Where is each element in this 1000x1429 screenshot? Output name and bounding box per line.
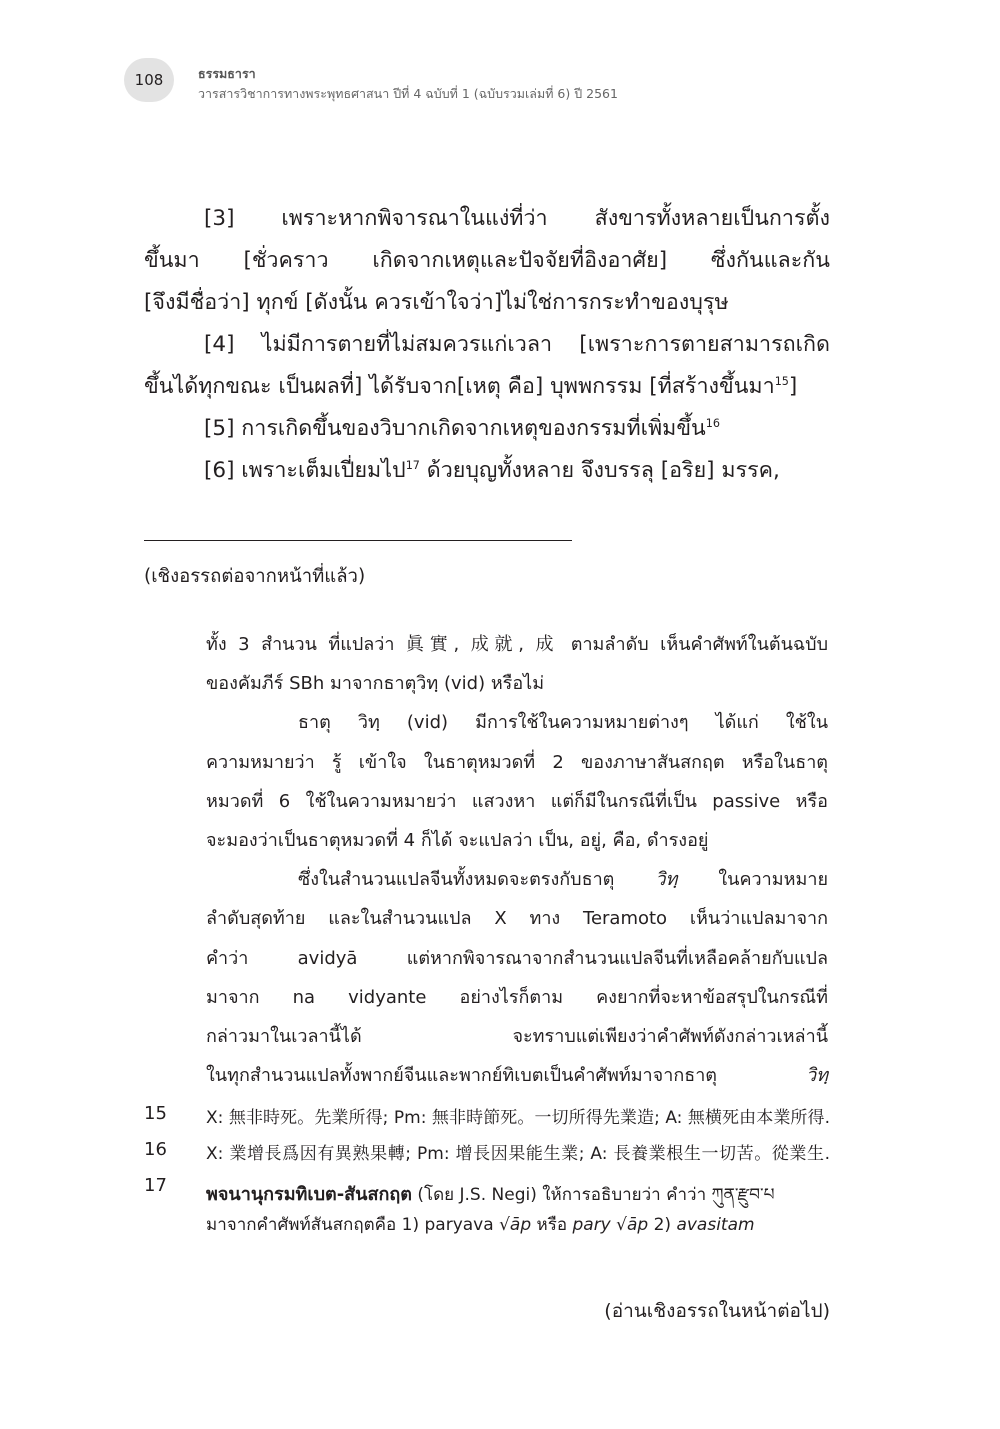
continued-footnote-line: ของคัมภีร์ SBh มาจากธาตุวิทฺ (vid) หรือไม่ [206, 673, 545, 695]
footnote-ref-15[interactable]: 15 [774, 374, 789, 388]
continued-footnote-line: จะมองว่าเป็นธาตุหมวดที่ 4 ก็ได้ จะแปลว่า เป็น, อยู่, คือ, ดำรงอยู่ [206, 829, 709, 851]
footnote-number: 15 [144, 1103, 167, 1124]
continued-footnote-text: ในทุกสำนวนแปลทั้งพากย์จีนและพากย์ทิเบตเป็นคำศัพท์มาจากธาตุ [206, 1065, 807, 1087]
paragraph-4-line-1: [4] ไม่มีการตายที่ไม่สมควรแก่เวลา [เพราะการตายสามารถเกิด [204, 332, 830, 357]
footnote-text: X: 無非時死。先業所得; Pm: 無非時節死。一切所得先業造; A: 無横死由本業所得. [206, 1108, 830, 1128]
continued-footnote-line [206, 1067, 828, 1106]
continued-footnote-text: ในความหมาย [677, 869, 828, 891]
journal-name: ธรรมธารา [198, 66, 256, 81]
paragraph-3-line-1: [3] เพราะหากพิจารณาในแง่ที่ว่า สังขารทั้งหลายเป็นการตั้ง [204, 206, 830, 231]
footnote-text-line-2 [206, 1211, 755, 1238]
continued-footnote-italic: วิทฺ [806, 1065, 828, 1087]
main-text [144, 208, 830, 502]
continued-footnote-line [206, 871, 828, 910]
paragraph-6-text-b: ด้วยบุญทั้งหลาย จึงบรรลุ [อริย] มรรค, [419, 458, 780, 483]
continued-footnote-line: หมวดที่ 6 ใช้ในความหมายว่า แสวงหา แต่ก็มีในกรณีที่เป็น passive หรือ [206, 790, 828, 812]
footnote-italic: avasitam [676, 1215, 755, 1235]
paragraph-5 [144, 418, 830, 460]
footnote-number: 17 [144, 1175, 167, 1196]
footnote-text: หรือ [531, 1215, 573, 1235]
continued-footnote-text: ซึ่งในสำนวนแปลจีนทั้งหมดจะตรงกับธาตุ [298, 869, 656, 891]
footnote-text: 2) [648, 1215, 677, 1235]
dictionary-title: พจนานุกรมทิเบต-สันสกฤต [206, 1184, 412, 1205]
tibetan-term: ཀུན་རྫུབ་པ [711, 1185, 775, 1205]
continued-footnote [206, 636, 828, 1106]
footnote-italic: pary √āp [572, 1215, 649, 1235]
paragraph-6 [144, 460, 830, 502]
continued-footnote-line: คำว่า avidyā แต่หากพิจารณาจากสำนวนแปลจีนที่เหลือคล้ายกับแปล [206, 947, 828, 969]
paragraph-4-line-2-text: ขึ้นได้ทุกขณะ เป็นผลที่] ได้รับจาก[เหตุ คือ] บุพพกรรม [ที่สร้างขึ้นมา [144, 374, 775, 399]
continued-footnote-italic: วิทฺ [655, 869, 678, 891]
footnote-ref-16[interactable]: 16 [705, 416, 720, 430]
continued-footnote-line: กล่าวมาในเวลานี้ได้ จะทราบแต่เพียงว่าคำศัพท์ดังกล่าวเหล่านี้ [206, 1025, 828, 1047]
continued-next-page-note: (อ่านเชิงอรรถในหน้าต่อไป) [604, 1300, 830, 1322]
footnote-divider [144, 540, 572, 541]
paragraph-6-text-a: [6] เพราะเต็มเปี่ยมไป [204, 458, 406, 483]
footnote-italic: √āp [499, 1215, 532, 1235]
paragraph-3-line-3: [จึงมีชื่อว่า] ทุกข์ [ดังนั้น ควรเข้าใจว่า]ไม่ใช่การกระทำของบุรุษ [144, 290, 729, 315]
page-number: 108 [124, 58, 174, 102]
footnote-text-a: (โดย J.S. Negi) ให้การอธิบายว่า คำว่า [411, 1185, 712, 1205]
continued-footnote-line: ทั้ง 3 สำนวน ที่แปลว่า 眞實, 成就, 成 ตามลำดับ เห็นคำศัพท์ในต้นฉบับ [206, 634, 828, 655]
paragraph-5-text: [5] การเกิดขึ้นของวิบากเกิดจากเหตุของกรรมที่เพิ่มขึ้น [204, 416, 706, 441]
footnote-text: มาจากคำศัพท์สันสกฤตคือ 1) paryava [206, 1215, 500, 1235]
continued-footnote-line: ความหมายว่า รู้ เข้าใจ ในธาตุหมวดที่ 2 ของภาษาสันสกฤต หรือในธาตุ [206, 751, 828, 773]
footnote-17 [144, 1175, 830, 1247]
journal-subtitle: วารสารวิชาการทางพระพุทธศาสนา ปีที่ 4 ฉบับที่ 1 (ฉบับรวมเล่มที่ 6) ปี 2561 [198, 86, 618, 101]
paragraph-3-line-2: ขึ้นมา [ชั่วคราว เกิดจากเหตุและปัจจัยที่อิงอาศัย] ซึ่งกันและกัน [144, 248, 830, 273]
footnote-15 [144, 1103, 830, 1139]
paragraph-4-line-2 [144, 376, 830, 418]
continued-footnote-line: มาจาก na vidyante อย่างไรก็ตาม คงยากที่จะหาข้อสรุปในกรณีที่ [206, 986, 828, 1008]
paragraph-4-line-2-end: ] [788, 374, 798, 399]
footnote-number: 16 [144, 1139, 167, 1160]
footnotes [144, 1103, 830, 1247]
footnote-continued-label: (เชิงอรรถต่อจากหน้าที่แล้ว) [144, 566, 366, 587]
footnote-text: X: 業增長爲因有異熟果轉; Pm: 增長因果能生業; A: 長養業根生一切苦。從業生. [206, 1144, 830, 1164]
footnote-ref-17[interactable]: 17 [405, 458, 420, 472]
footnote-16 [144, 1139, 830, 1175]
continued-footnote-line: ธาตุ วิทฺ (vid) มีการใช้ในความหมายต่างๆ ได้แก่ ใช้ใน [298, 712, 828, 734]
continued-footnote-line: ลำดับสุดท้าย และในสำนวนแปล X ทาง Teramoto เห็นว่าแปลมาจาก [206, 908, 828, 930]
